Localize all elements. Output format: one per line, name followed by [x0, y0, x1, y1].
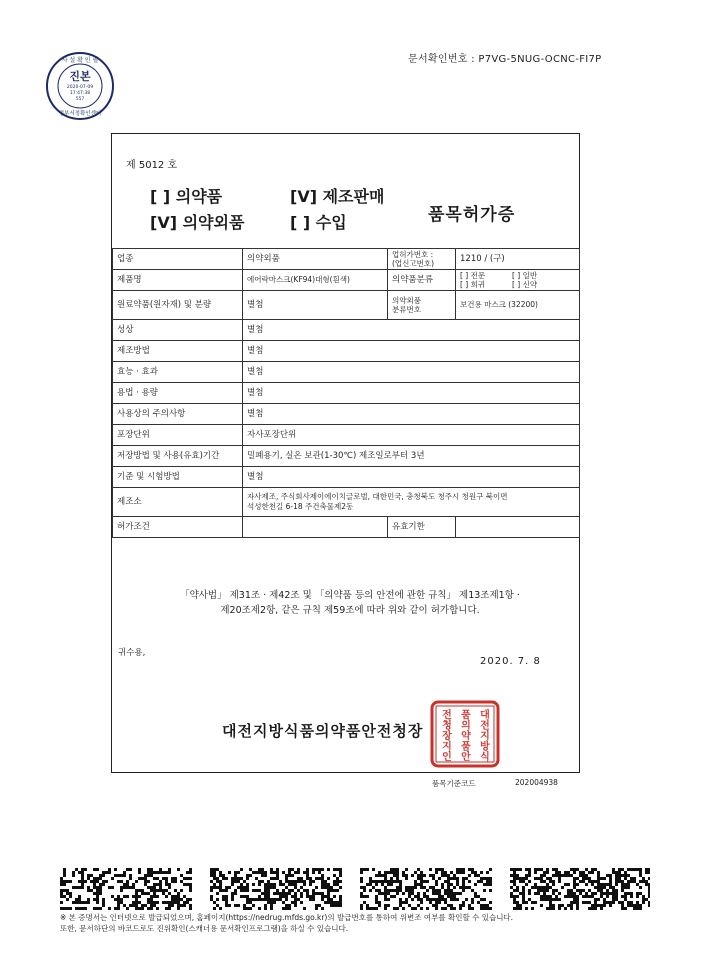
option-import: [ ] 수입	[290, 213, 347, 232]
label-license-number: 업허가번호 : (업신고번호)	[388, 249, 456, 270]
recipient: 귀수용,	[118, 648, 146, 658]
table-row	[113, 446, 580, 467]
label-storage-period: 저장방법 및 사용(유효)기간	[113, 446, 243, 467]
seal-character: 의	[461, 720, 471, 732]
table-row	[113, 383, 580, 404]
value-manufacturing-method: 별첨	[243, 341, 580, 362]
legal-statement	[145, 588, 555, 618]
certificate-title: 품목허가증	[428, 205, 516, 225]
label-precautions: 사용상의 주의사항	[113, 404, 243, 425]
value-manufacturer	[243, 488, 580, 517]
auth-stamp-bottom-text: 정부서정확인센터	[58, 111, 102, 117]
drug-classification-checkboxes	[456, 270, 580, 291]
label-license-conditions: 허가조건	[113, 517, 243, 538]
checkbox-new-drug: [ ] 신약	[512, 280, 538, 289]
legal-line-1: 「약사법」 제31조 · 제42조 및 「의약품 등의 안전에 관한 규칙」 제13조제1항 ·	[180, 590, 520, 601]
auth-stamp-date: 2020-07-09	[66, 85, 94, 90]
standard-code-label: 품목기준코드	[432, 779, 476, 788]
checkbox-general: [ ] 일반	[512, 271, 538, 280]
footnote	[60, 912, 660, 934]
value-product-name: 에어락마스크(KF94)대형(흰색)	[243, 270, 388, 291]
value-license-number: 1210 / (구)	[456, 249, 580, 270]
label-test-standard: 기준 및 시험방법	[113, 467, 243, 488]
seal-character: 식	[480, 752, 490, 763]
auth-stamp-code: 557	[75, 97, 85, 102]
value-precautions: 별첨	[243, 404, 580, 425]
seal-character: 대	[480, 710, 490, 721]
value-expiry	[456, 517, 580, 538]
checkbox-prescription: [ ] 전문	[460, 271, 486, 280]
label-business-type: 업종	[113, 249, 243, 270]
table-row	[113, 320, 580, 341]
label-manufacturing-method: 제조방법	[113, 341, 243, 362]
value-storage-period: 밀폐용기, 실온 보관(1-30℃) 제조일로부터 3년	[243, 446, 580, 467]
seal-character: 품	[461, 741, 471, 753]
footnote-line-2: 또한, 문서하단의 바코드로도 진위확인(스캐너용 문서확인프로그램)을 하실 수 있습니다.	[60, 924, 349, 933]
table-row	[113, 425, 580, 446]
label-quasi-drug-code: 의약외품 분류번호	[388, 291, 456, 320]
auth-stamp-time: 17:47:38	[69, 91, 91, 96]
legal-line-2: 제20조제2항, 같은 규칙 제59조에 따라 위와 같이 허가합니다.	[220, 605, 480, 616]
table-row	[113, 362, 580, 383]
table-row	[113, 341, 580, 362]
auth-stamp-main-text: 진본	[69, 70, 91, 83]
option-pharmaceutical: [ ] 의약품	[150, 187, 223, 206]
value-efficacy: 별첨	[243, 362, 580, 383]
table-row	[113, 517, 580, 538]
official-seal	[430, 700, 500, 768]
value-raw-materials: 별첨	[243, 291, 388, 320]
label-manufacturer: 제조소	[113, 488, 243, 517]
label-expiry: 유효기한	[388, 517, 456, 538]
issue-date: 2020. 7. 8	[480, 656, 541, 667]
value-package-unit: 자사포장단위	[243, 425, 580, 446]
option-quasi-drug: [V] 의약외품	[150, 213, 245, 232]
table-row	[113, 291, 580, 320]
product-info-table	[112, 248, 580, 538]
label-efficacy: 효능 · 효과	[113, 362, 243, 383]
authenticity-stamp	[44, 50, 116, 122]
seal-character: 안	[461, 752, 471, 763]
label-drug-classification: 의약품분류	[388, 270, 456, 291]
label-package-unit: 포장단위	[113, 425, 243, 446]
auth-stamp-top-text: 사 설 확 인 필	[61, 57, 99, 64]
seal-character: 약	[461, 731, 471, 742]
registration-number: 제 5012 호	[126, 160, 178, 171]
seal-character: 방	[480, 741, 490, 753]
value-business-type: 의약외품	[243, 249, 388, 270]
table-row	[113, 249, 580, 270]
checkbox-rare: [ ] 희귀	[460, 280, 486, 289]
label-appearance: 성상	[113, 320, 243, 341]
verification-barcodes	[60, 868, 650, 910]
standard-code-value: 202004938	[515, 778, 558, 787]
issuing-agency: 대전지방식품의약품안전청장	[222, 722, 424, 740]
label-raw-materials: 원료약품(원자재) 및 분량	[113, 291, 243, 320]
seal-character: 품	[461, 710, 471, 721]
seal-character: 장	[442, 731, 452, 742]
manufacturer-line-1: 자사제조, 주식회사제이에이치글로벌, 대한민국, 충청북도 청주시 청원구 북이면	[247, 492, 508, 501]
seal-character: 전	[442, 710, 452, 721]
seal-character: 지	[442, 741, 452, 753]
document-confirmation-number: 문서확인번호 : P7VG-5NUG-OCNC-FI7P	[408, 54, 602, 65]
footnote-line-1: ※ 본 증명서는 인터넷으로 발급되었으며, 홈페이지(https://nedrug.mfds.go.kr)의 발급번호를 통하여 위변조 여부를 확인할 수 있습니다.	[60, 913, 514, 922]
seal-character: 전	[480, 720, 490, 732]
value-appearance: 별첨	[243, 320, 580, 341]
seal-character: 인	[442, 752, 452, 763]
table-row	[113, 488, 580, 517]
option-manufacture-sale: [V] 제조판매	[290, 187, 385, 206]
seal-character: 지	[480, 731, 490, 742]
value-test-standard: 별첨	[243, 467, 580, 488]
table-row	[113, 270, 580, 291]
manufacturer-line-2: 석성한천길 6-18 주건축물제2동	[247, 502, 354, 511]
label-product-name: 제품명	[113, 270, 243, 291]
value-quasi-drug-code: 보건용 마스크 (32200)	[456, 291, 580, 320]
table-row	[113, 467, 580, 488]
seal-character: 청	[442, 720, 452, 732]
table-row	[113, 404, 580, 425]
value-dosage: 별첨	[243, 383, 580, 404]
value-license-conditions	[243, 517, 388, 538]
label-dosage: 용법 · 용량	[113, 383, 243, 404]
